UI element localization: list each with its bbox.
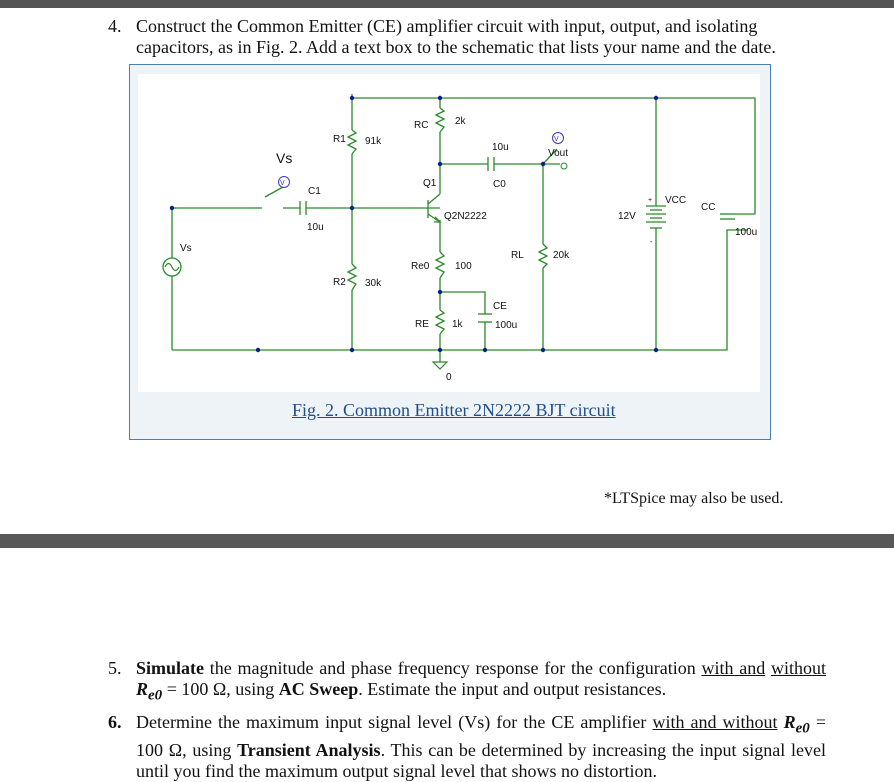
question-6-text [136, 712, 826, 782]
question-5-number: 5. [108, 658, 122, 678]
label-reo: Re0 [411, 261, 430, 272]
label-r1-val: 91k [365, 136, 382, 147]
label-vs-src: Vs [180, 243, 192, 254]
label-vcc: VCC [665, 195, 687, 206]
label-rc: RC [414, 120, 429, 131]
label-rc-val: 2k [455, 116, 466, 127]
question-5-text [136, 658, 826, 707]
label-re-val: 1k [452, 319, 463, 330]
question-6-number: 6. [108, 712, 122, 732]
q5-t3: . Estimate the input and output resistances. [358, 679, 667, 699]
label-minus: - [650, 239, 653, 246]
ltspice-note: *LTSpice may also be used. [604, 490, 784, 507]
label-c1-val: 10u [307, 222, 324, 233]
q6-transient: Transient Analysis [237, 739, 381, 760]
q5-reo-sub: e0 [148, 687, 163, 704]
label-co: C0 [493, 179, 506, 190]
figure-caption: Fig. 2. Common Emitter 2N2222 BJT circuit [292, 400, 616, 420]
q5-t1: the magnitude and phase frequency response for the configuration [204, 658, 702, 678]
probe-v-left: V [280, 180, 285, 187]
q5-simulate: Simulate [136, 658, 205, 678]
label-rl-val: 20k [553, 250, 570, 261]
q6-t1: Determine the maximum input signal level (Vs) for the CE amplifier [136, 712, 653, 732]
label-ground: 0 [446, 372, 452, 383]
q6-t3: . This can be determined by increasing the input signal level until you find the maximum output signal level that shows no distortion. [136, 739, 827, 781]
label-plus: + [648, 197, 653, 204]
q5-ac-sweep: AC Sweep [278, 679, 359, 699]
label-re: RE [415, 319, 429, 330]
label-cc-val: 100u [735, 227, 758, 238]
q6-with-without: with and without [652, 712, 778, 732]
label-q1-model: Q2N2222 [444, 211, 487, 222]
q5-with-and: with and [701, 658, 766, 678]
q6-reo-sub: e0 [795, 720, 810, 737]
label-r2-val: 30k [365, 278, 382, 289]
battery-symbol [646, 206, 666, 228]
page-divider [0, 534, 894, 548]
q6-reo-sym: R [783, 712, 796, 732]
label-ce: CE [493, 301, 507, 312]
ground-icon [433, 362, 447, 369]
question-4-number: 4. [108, 16, 122, 36]
junction-nodes [170, 96, 658, 352]
label-vs-big: Vs [276, 150, 293, 166]
label-reo-val: 100 [455, 261, 472, 272]
label-ce-val: 100u [495, 320, 518, 331]
label-vcc-val: 12V [618, 211, 636, 222]
probe-v-right: V [554, 136, 559, 143]
label-co-val: 10u [492, 142, 509, 153]
wires [172, 94, 758, 362]
label-r1: R1 [333, 134, 346, 145]
label-r2: R2 [333, 277, 346, 288]
q6-t2: = 100 Ω, using [136, 712, 827, 760]
label-vout: Vout [548, 148, 569, 159]
ac-source-symbol [163, 258, 181, 276]
label-q1: Q1 [423, 178, 437, 189]
label-rl: RL [511, 250, 524, 261]
q5-without: without [770, 658, 826, 678]
q5-t2: = 100 Ω, using [162, 679, 279, 699]
label-cc: CC [701, 202, 716, 213]
q5-reo-sym: R [136, 679, 149, 699]
label-c1: C1 [308, 186, 321, 197]
capacitor-symbols [300, 157, 735, 322]
question-4-text: Construct the Common Emitter (CE) amplifier circuit with input, output, and isolating capacitors, as in Fig. 2. Add a text box to the schematic that lists your name and the date. [136, 16, 776, 57]
